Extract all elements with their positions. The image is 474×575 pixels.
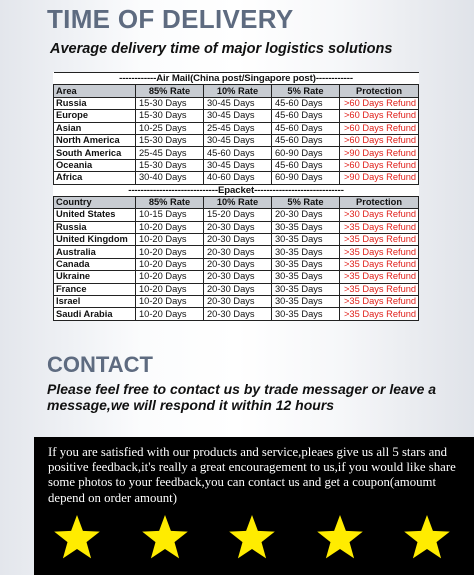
rate-cell: 15-30 Days bbox=[136, 159, 204, 171]
epacket-section-title-row bbox=[54, 184, 419, 196]
column-header: Protection bbox=[340, 85, 419, 97]
rate-cell: 10-20 Days bbox=[136, 271, 204, 283]
rate-cell: 20-30 Days bbox=[272, 209, 340, 221]
rate-cell: 15-30 Days bbox=[136, 110, 204, 122]
region-cell: Europe bbox=[54, 110, 136, 122]
region-cell: Russia bbox=[54, 221, 136, 233]
rate-cell: 30-35 Days bbox=[272, 283, 340, 295]
region-cell: Israel bbox=[54, 296, 136, 308]
table-row bbox=[54, 97, 419, 109]
protection-cell: >35 Days Refund bbox=[340, 283, 419, 295]
rate-cell: 45-60 Days bbox=[272, 97, 340, 109]
rate-cell: 20-30 Days bbox=[204, 271, 272, 283]
rate-cell: 10-25 Days bbox=[136, 122, 204, 134]
column-header: 5% Rate bbox=[272, 196, 340, 208]
region-cell: United States bbox=[54, 209, 136, 221]
rate-cell: 45-60 Days bbox=[272, 110, 340, 122]
protection-cell: >30 Days Refund bbox=[340, 209, 419, 221]
table-row bbox=[54, 246, 419, 258]
rate-cell: 10-20 Days bbox=[136, 246, 204, 258]
feedback-panel bbox=[34, 437, 474, 575]
rate-cell: 30-35 Days bbox=[272, 246, 340, 258]
protection-cell: >60 Days Refund bbox=[340, 159, 419, 171]
region-cell: South America bbox=[54, 147, 136, 159]
rate-cell: 15-30 Days bbox=[136, 97, 204, 109]
rate-cell: 60-90 Days bbox=[272, 147, 340, 159]
protection-cell: >90 Days Refund bbox=[340, 147, 419, 159]
column-header: 5% Rate bbox=[272, 85, 340, 97]
table-row bbox=[54, 122, 419, 134]
protection-cell: >35 Days Refund bbox=[340, 296, 419, 308]
protection-cell: >35 Days Refund bbox=[340, 234, 419, 246]
rate-cell: 30-35 Days bbox=[272, 296, 340, 308]
star-icon bbox=[315, 513, 365, 563]
five-star-rating bbox=[52, 513, 452, 563]
rate-cell: 30-35 Days bbox=[272, 308, 340, 320]
star-icon bbox=[227, 513, 277, 563]
star-icon bbox=[52, 513, 102, 563]
rate-cell: 10-20 Days bbox=[136, 234, 204, 246]
rate-cell: 30-35 Days bbox=[272, 221, 340, 233]
table-row bbox=[54, 221, 419, 233]
protection-cell: >35 Days Refund bbox=[340, 258, 419, 270]
column-header: 10% Rate bbox=[204, 196, 272, 208]
epacket-header-row bbox=[54, 196, 419, 208]
column-header: 10% Rate bbox=[204, 85, 272, 97]
rate-cell: 40-60 Days bbox=[204, 172, 272, 184]
region-cell: Oceania bbox=[54, 159, 136, 171]
rate-cell: 30-45 Days bbox=[204, 134, 272, 146]
column-header: 85% Rate bbox=[136, 85, 204, 97]
protection-cell: >60 Days Refund bbox=[340, 122, 419, 134]
rate-cell: 10-15 Days bbox=[136, 209, 204, 221]
rate-cell: 20-30 Days bbox=[204, 246, 272, 258]
protection-cell: >60 Days Refund bbox=[340, 97, 419, 109]
protection-cell: >35 Days Refund bbox=[340, 246, 419, 258]
table-row bbox=[54, 308, 419, 320]
table-row bbox=[54, 271, 419, 283]
table-row bbox=[54, 283, 419, 295]
feedback-message: If you are satisfied with our products and service,pleaes give us all 5 stars and positive feedback,it's really a great encouragement to us,if you would like share some photos to your feedback,you can contact us and get a coupon(amoumt depend on order amount) bbox=[48, 445, 456, 505]
epacket-section-title: -----------------------------Epacket----------------------------- bbox=[54, 184, 419, 196]
rate-cell: 15-30 Days bbox=[136, 134, 204, 146]
rate-cell: 20-30 Days bbox=[204, 296, 272, 308]
rate-cell: 25-45 Days bbox=[204, 122, 272, 134]
rate-cell: 15-20 Days bbox=[204, 209, 272, 221]
column-header: Protection bbox=[340, 196, 419, 208]
rate-cell: 10-20 Days bbox=[136, 258, 204, 270]
region-cell: Canada bbox=[54, 258, 136, 270]
rate-cell: 25-45 Days bbox=[136, 147, 204, 159]
rate-cell: 30-40 Days bbox=[136, 172, 204, 184]
table-row bbox=[54, 147, 419, 159]
region-cell: Africa bbox=[54, 172, 136, 184]
protection-cell: >60 Days Refund bbox=[340, 110, 419, 122]
rate-cell: 30-45 Days bbox=[204, 97, 272, 109]
column-header: 85% Rate bbox=[136, 196, 204, 208]
rate-cell: 20-30 Days bbox=[204, 234, 272, 246]
rate-cell: 45-60 Days bbox=[204, 147, 272, 159]
region-cell: Saudi Arabia bbox=[54, 308, 136, 320]
rate-cell: 45-60 Days bbox=[272, 122, 340, 134]
table-row bbox=[54, 172, 419, 184]
table-row bbox=[54, 258, 419, 270]
region-cell: Australia bbox=[54, 246, 136, 258]
table-row bbox=[54, 296, 419, 308]
column-header: Country bbox=[54, 196, 136, 208]
rate-cell: 30-45 Days bbox=[204, 110, 272, 122]
rate-cell: 20-30 Days bbox=[204, 221, 272, 233]
table-row bbox=[54, 234, 419, 246]
table-row bbox=[54, 159, 419, 171]
airmail-section-title: ------------Air Mail(China post/Singapore post)------------ bbox=[54, 73, 419, 85]
table-row bbox=[54, 134, 419, 146]
region-cell: France bbox=[54, 283, 136, 295]
region-cell: North America bbox=[54, 134, 136, 146]
page-subtitle: Average delivery time of major logistics solutions bbox=[50, 41, 393, 57]
rate-cell: 30-35 Days bbox=[272, 234, 340, 246]
column-header: Area bbox=[54, 85, 136, 97]
protection-cell: >90 Days Refund bbox=[340, 172, 419, 184]
protection-cell: >35 Days Refund bbox=[340, 308, 419, 320]
rate-cell: 10-20 Days bbox=[136, 221, 204, 233]
rate-cell: 30-45 Days bbox=[204, 159, 272, 171]
contact-title: CONTACT bbox=[47, 352, 153, 377]
protection-cell: >60 Days Refund bbox=[340, 134, 419, 146]
star-icon bbox=[402, 513, 452, 563]
star-icon bbox=[140, 513, 190, 563]
delivery-table-body bbox=[54, 73, 419, 321]
rate-cell: 10-20 Days bbox=[136, 296, 204, 308]
region-cell: Russia bbox=[54, 97, 136, 109]
rate-cell: 20-30 Days bbox=[204, 308, 272, 320]
region-cell: Asian bbox=[54, 122, 136, 134]
rate-cell: 20-30 Days bbox=[204, 258, 272, 270]
rate-cell: 30-35 Days bbox=[272, 271, 340, 283]
airmail-section-title-row bbox=[54, 73, 419, 85]
rate-cell: 45-60 Days bbox=[272, 159, 340, 171]
rate-cell: 10-20 Days bbox=[136, 283, 204, 295]
protection-cell: >35 Days Refund bbox=[340, 221, 419, 233]
region-cell: United Kingdom bbox=[54, 234, 136, 246]
region-cell: Ukraine bbox=[54, 271, 136, 283]
rate-cell: 30-35 Days bbox=[272, 258, 340, 270]
table-row bbox=[54, 110, 419, 122]
table-row bbox=[54, 209, 419, 221]
rate-cell: 60-90 Days bbox=[272, 172, 340, 184]
airmail-header-row bbox=[54, 85, 419, 97]
rate-cell: 20-30 Days bbox=[204, 283, 272, 295]
rate-cell: 45-60 Days bbox=[272, 134, 340, 146]
rate-cell: 10-20 Days bbox=[136, 308, 204, 320]
delivery-time-table bbox=[53, 72, 419, 321]
page-title: TIME OF DELIVERY bbox=[47, 4, 294, 34]
protection-cell: >35 Days Refund bbox=[340, 271, 419, 283]
contact-message: Please feel free to contact us by trade messager or leave a message,we will respond it within 12 hours bbox=[47, 381, 437, 413]
